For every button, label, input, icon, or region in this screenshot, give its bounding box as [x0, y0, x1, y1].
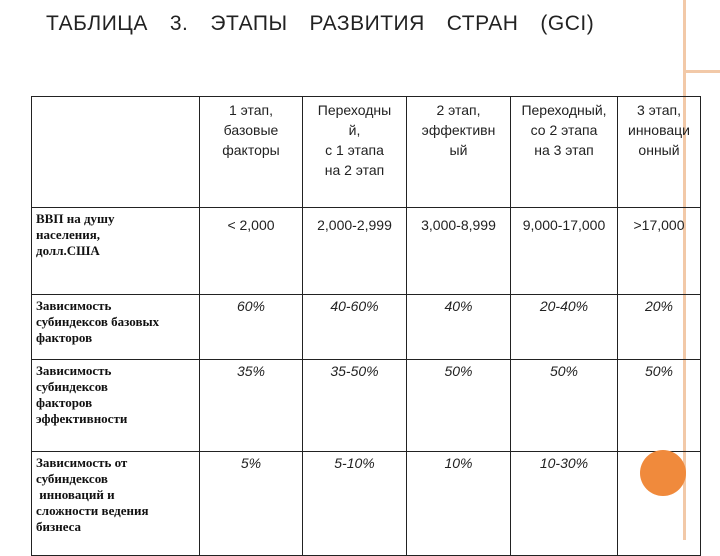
header-line: на 2 этап: [324, 162, 385, 178]
header-line: инноваци: [628, 122, 690, 138]
header-line: на 3 этап: [534, 142, 594, 158]
header-line: 2 этап,: [436, 102, 481, 118]
row-label-gdp: [32, 208, 200, 295]
header-line: Переходны: [317, 102, 392, 118]
table-cell: 50%: [407, 360, 511, 452]
header-line: со 2 этапа: [530, 122, 598, 138]
table-cell: 20%: [618, 295, 701, 360]
table-row: [32, 360, 701, 452]
decorative-circle: [640, 450, 686, 496]
title-word: РАЗВИТИЯ: [309, 12, 425, 35]
header-line: Переходный,: [521, 102, 607, 118]
row-label-line: Зависимость: [36, 298, 112, 313]
title-word: 3.: [169, 12, 189, 35]
table-cell: 50%: [618, 360, 701, 452]
table-cell: 60%: [200, 295, 303, 360]
table-cell: 2,000-2,999: [303, 208, 407, 295]
header-cell-transition-2-3: [511, 97, 618, 208]
row-label-line: долл.США: [36, 243, 100, 258]
row-label-line: субиндексов: [36, 379, 108, 394]
slide-title: [46, 12, 686, 40]
table-cell: >17,000: [618, 208, 701, 295]
decorative-frame-corner: [683, 70, 720, 73]
table-cell: 3,000-8,999: [407, 208, 511, 295]
header-line: ый: [449, 142, 468, 158]
row-label-line: ВВП на душу: [36, 211, 115, 226]
title-word: ТАБЛИЦА: [46, 12, 148, 35]
header-cell-transition-1-2: [303, 97, 407, 208]
header-line: эффективн: [421, 122, 496, 138]
table-cell: 9,000-17,000: [511, 208, 618, 295]
table-row: [32, 295, 701, 360]
header-cell-stage-2: [407, 97, 511, 208]
header-line: 1 этап,: [228, 102, 274, 118]
table-row: [32, 208, 701, 295]
header-cell-stage-1: [200, 97, 303, 208]
row-label-line: инноваций и: [36, 487, 115, 502]
table-cell: < 2,000: [200, 208, 303, 295]
row-label-line: Зависимость: [36, 363, 112, 378]
row-label-line: факторов: [36, 330, 93, 345]
header-line: й,: [348, 122, 361, 138]
table-cell: 10-30%: [511, 452, 618, 556]
header-cell-stage-3: [618, 97, 701, 208]
table-cell: 35-50%: [303, 360, 407, 452]
table-cell: 50%: [511, 360, 618, 452]
row-label-line: субиндексов: [36, 471, 108, 486]
header-line: 3 этап,: [636, 102, 682, 118]
title-word: (GCI): [540, 12, 595, 35]
table-cell: 40-60%: [303, 295, 407, 360]
row-label-line: сложности ведения: [36, 503, 149, 518]
table-cell: 5%: [200, 452, 303, 556]
table-cell: 20-40%: [511, 295, 618, 360]
table-cell: 35%: [200, 360, 303, 452]
row-label-line: факторов: [36, 395, 93, 410]
row-label-line: бизнеса: [36, 519, 82, 534]
empty-corner-cell: [32, 97, 200, 208]
header-line: с 1 этапа: [325, 142, 384, 158]
header-line: онный: [638, 142, 680, 158]
header-line: факторы: [222, 142, 280, 158]
table-cell: 5-10%: [303, 452, 407, 556]
row-label-line: эффективности: [36, 411, 128, 426]
table-cell: 10%: [407, 452, 511, 556]
title-word: ЭТАПЫ: [210, 12, 288, 35]
row-label-basic-factors: [32, 295, 200, 360]
header-line: базовые: [223, 122, 279, 138]
row-label-line: Зависимость от: [36, 455, 128, 470]
table-header-row: [32, 97, 701, 208]
title-word: СТРАН: [446, 12, 519, 35]
row-label-line: субиндексов базовых: [36, 314, 160, 329]
table-cell: 40%: [407, 295, 511, 360]
row-label-line: населения,: [36, 227, 101, 242]
stages-table: [31, 96, 701, 556]
row-label-efficiency: [32, 360, 200, 452]
